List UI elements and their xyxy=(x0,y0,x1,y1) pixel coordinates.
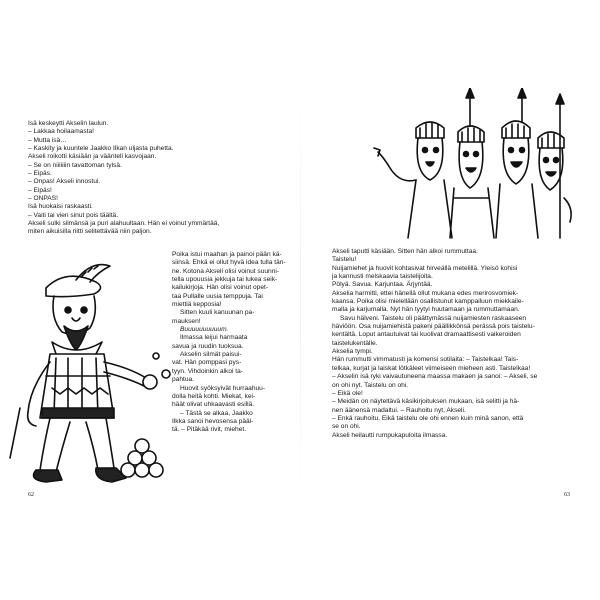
text-line: – Se on niiiiiiin tavattoman tylsä. xyxy=(28,161,122,169)
left-page-top-text xyxy=(28,120,278,237)
text-line: häät olivat uhkaavasti esillä. xyxy=(172,401,255,409)
text-line: Akseli taputti käsiään. Sitten hän alkoi rummuttaa. xyxy=(332,248,478,255)
soldiers-illustration xyxy=(370,88,580,240)
text-line: tella upouusia jekkuja tai lukea seik- xyxy=(172,276,278,284)
text-line: mauksen! xyxy=(172,317,201,325)
text-line: dolla heitä kohti. Miekat, kei- xyxy=(172,392,256,400)
soldiers-drawing xyxy=(370,88,580,240)
text-line: – Onpas! Akseli innostui. xyxy=(28,178,101,186)
text-line: Nuijamiehet ja huovit kohtasivat hirveällä metelillä. Yleisö kohisi xyxy=(332,264,518,272)
text-line: malla ja karjumalla. Nyt hän tyytyi huutamaan ja rummuttamaan. xyxy=(332,306,520,314)
text-line: Hän rummutti vimmatusti ja komensi sotilaita: – Taistelkaa! Tais- xyxy=(332,356,519,364)
text-line: – Kaskity ja kuuntele Jaakko Ilkan uljasta puhetta. xyxy=(28,145,174,153)
text-line: miten aikuisilla riitti selitettävää niin paljon. xyxy=(28,228,152,236)
text-line: Ilkka sanoi hevosensa pääl- xyxy=(172,417,254,425)
text-line: – Enkä rauhoitu. Eikä taistelu ole ohi ennen kuin minä sanon, että xyxy=(332,414,524,422)
text-line: – Eipäs. xyxy=(28,170,52,178)
text-line: ne. Kotona Akseli olisi voinut suunni- xyxy=(172,267,280,275)
text-line: Isä huokaisi raskaasti. xyxy=(28,203,93,211)
text-line: Ilmassa leijui harmaata xyxy=(180,334,248,342)
text-line: nen äänensä madaltui. – Rauhoitu nyt, Akseli. xyxy=(332,406,466,414)
text-line: – Mutta isä… xyxy=(28,136,67,144)
text-line: Poika istui maahan ja painoi pään kä- xyxy=(172,251,282,258)
text-line: Taistelu! xyxy=(332,256,357,264)
text-line: Isä keskeytti Akselin laulun. xyxy=(28,120,109,127)
text-line: tyyn. Vihdoinkin alkoi ta- xyxy=(172,367,243,375)
drummer-boy-drawing xyxy=(6,258,176,488)
left-page xyxy=(6,88,289,508)
text-line-sound-effect: Buuuuuuuuuum. xyxy=(180,326,229,334)
text-line: siinsä. Ehkä ei ollut hyvä idea tulla tän- xyxy=(172,259,286,267)
text-line: kentältä. Loput antautuivat tai kuolivat dramaattisesti vaikeroiden xyxy=(332,331,521,339)
text-line: – Tästä se alkaa, Jaakko xyxy=(180,409,253,417)
text-line: – Akselin isä ryki vaivautuneena maassa makaen ja sanoi: – Akseli, se xyxy=(332,373,538,381)
left-page-wrapped-text xyxy=(172,251,286,435)
text-line: – ONPAS! xyxy=(28,195,58,203)
text-line: Akseli heilautti rumpukapuloita ilmassa. xyxy=(332,431,448,439)
text-line: savua ja ruudin tuoksua. xyxy=(172,342,244,350)
right-page-text xyxy=(332,248,582,440)
drummer-boy-illustration xyxy=(6,258,176,488)
text-line: taistelukentälle. xyxy=(332,339,378,347)
text-line: miettiä kepposia! xyxy=(172,301,222,309)
text-line: Pölyä. Savua. Karjuntaa. Ärjyntää. xyxy=(332,281,433,289)
text-line: Savu hälveni. Taistelu oli päättymässä nuijamiesten raskaaseen xyxy=(340,314,527,322)
right-page xyxy=(310,88,593,508)
page-number: 62 xyxy=(28,492,34,498)
text-line: ja kannusti melskaavia taistelijoita. xyxy=(332,273,433,281)
text-line: kailukirjoja. Hän olisi voinut opet- xyxy=(172,284,269,292)
text-line: Sitten kuuli kanuunan pa- xyxy=(180,309,255,317)
text-line: häviöön. Osa nuijamiehistä pakeni päällikkönsä perässä pois taistelu- xyxy=(332,323,535,331)
text-line: Huovit syöksyivät hurraahuu- xyxy=(180,384,266,392)
text-line: – Meidän on näyteltävä käsikirjoituksen mukaan, isä selitti ja hä- xyxy=(332,398,520,406)
text-line: se on ohi. xyxy=(332,423,361,431)
text-line: – Eikä ole! xyxy=(332,389,363,397)
text-line: on ohi nyt. Taistelu on ohi. xyxy=(332,381,409,389)
text-line: – Lakkaa hoilaamasta! xyxy=(28,128,94,136)
book-gutter xyxy=(300,88,301,508)
text-line: – Eipäs! xyxy=(28,186,52,194)
text-line: Akseli sulki silmänsä ja puri alahuultaan. Hän ei voinut ymmärtää, xyxy=(28,220,220,228)
text-line: tä. – Pitäkää rivit, miehet. xyxy=(172,426,247,434)
text-line: Akseli roikotti käsiään ja vääntelі kasvojaan. xyxy=(28,153,157,161)
text-line: vat. Hän pomppasi pys- xyxy=(172,359,242,367)
text-line: kaansa. Poika olisi mielellään osallistunut kamppailuun miekkaile- xyxy=(332,298,524,306)
text-line: Akselia tympi. xyxy=(332,348,373,356)
text-line: taa Pullalle uusia temppuja. Tai xyxy=(172,292,263,300)
text-line: Akselia harmitti, ettei hänellä ollut mukana edes merirosvomiek- xyxy=(332,289,519,297)
text-line: telkaa, kurjat ja laiskat lötkäleet viimeiseen mieheen asti. Taistelkaa! xyxy=(332,364,531,372)
text-line: – Vaiti tai vien sinut pois täältä. xyxy=(28,211,119,219)
page-number: 63 xyxy=(564,492,570,498)
text-line: Akselin silmät paisui- xyxy=(180,351,242,359)
text-line: pahtua. xyxy=(172,376,194,384)
